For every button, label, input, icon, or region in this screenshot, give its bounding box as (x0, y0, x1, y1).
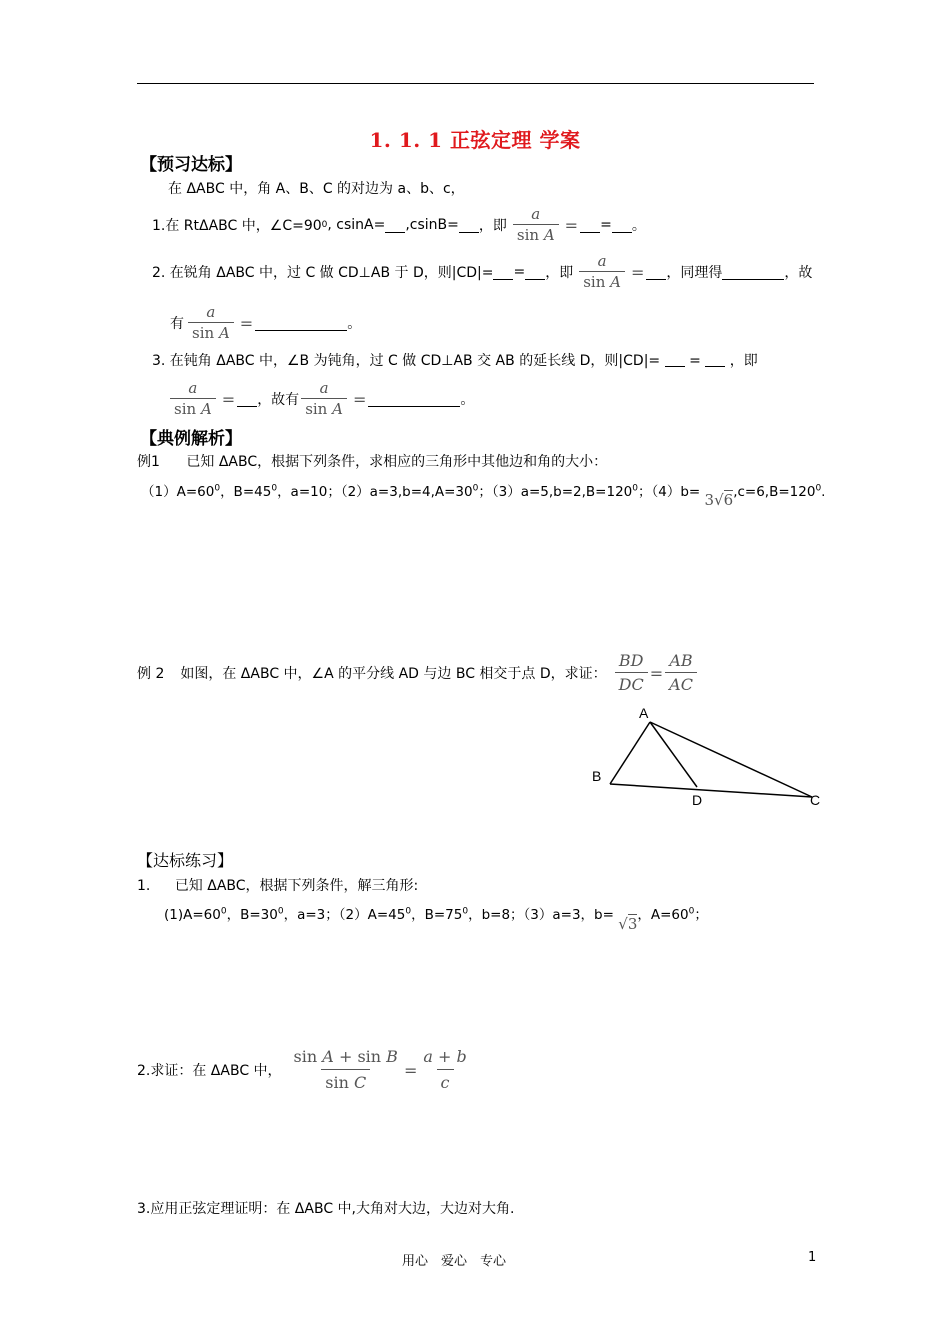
side-ac (650, 722, 812, 797)
ex2-fraction-left (615, 651, 648, 695)
q3-den-var: A (200, 400, 212, 418)
preview-q2 (152, 252, 812, 292)
q2-den2-var: A (218, 324, 230, 342)
q1-text-mid: ,csinB= (405, 217, 459, 233)
ex1-radical: 3√6 (704, 491, 734, 509)
ex1-deg-4: 0 (632, 483, 638, 494)
q3-equals-2: = (352, 389, 367, 409)
p1-c3: ，a=3；（2）A=45 (283, 907, 406, 923)
practice-1 (137, 875, 418, 895)
p1-deg-5: 0 (688, 906, 695, 917)
vertex-label-d: D (692, 792, 703, 808)
q2-tail: ，即 (545, 265, 574, 281)
q1-blank-2[interactable] (459, 218, 479, 233)
p1-c1: (1)A=60 (164, 907, 221, 923)
ex2-n1: BD (618, 651, 644, 670)
q2-blank-4[interactable] (722, 265, 784, 280)
preview-intro: 在 ΔABC 中，角 A、B、C 的对边为 a、b、c， (168, 181, 465, 197)
ex1-cond-2: ，B=45 (220, 484, 272, 500)
p2-d-v: C (353, 1073, 367, 1092)
q2-blank-3[interactable] (646, 265, 666, 280)
p1-deg-2: 0 (277, 906, 284, 917)
q2-den-var: A (610, 273, 621, 291)
q1-blank-3[interactable] (580, 218, 600, 233)
ex1-cond-5: ；（4）b= (638, 484, 701, 500)
q2-then-end: ，故 (784, 265, 813, 281)
q1-blank-4[interactable] (612, 218, 632, 233)
page-number: 1 (808, 1250, 817, 1265)
q3-den-fn: sin (174, 400, 197, 418)
q3-so: ，故有 (257, 392, 300, 408)
q3-end: 。 (460, 392, 475, 408)
p1-deg-1: 0 (220, 906, 227, 917)
ex1-deg-5: 0 (815, 483, 822, 494)
vertex-label-a: A (639, 705, 649, 721)
q3-sep: = (689, 353, 701, 369)
q1-text-post: , csinA= (327, 217, 386, 233)
ex2-equals: = (649, 663, 664, 683)
q2-fraction-2 (188, 304, 234, 342)
q2-end: 。 (347, 316, 362, 332)
p2-n-fn2: sin (357, 1047, 382, 1066)
q3-fraction-2 (301, 380, 347, 418)
q3-blank-3[interactable] (237, 392, 257, 407)
p2-rn: a + b (423, 1047, 467, 1066)
p2-d-fn: sin (325, 1073, 349, 1092)
ex2-text: 如图，在 ΔABC 中，∠A 的平分线 AD 与边 BC 相交于点 D，求证： (180, 666, 607, 682)
q1-deg: 0 (321, 220, 328, 230)
q2-frac-den (579, 271, 625, 291)
p2-n-fn1: sin (293, 1047, 318, 1066)
q1-text-pre: 1.在 RtΔABC 中，∠C=90 (152, 218, 322, 234)
p1-deg-4: 0 (462, 906, 469, 917)
p1-c7: ； (694, 907, 708, 923)
q2-sep: = (513, 264, 526, 280)
p2-text: 2.求证：在 ΔABC 中， (137, 1063, 282, 1079)
ex1-deg-3: 0 (472, 483, 479, 494)
practice-3: 3.应用正弦定理证明：在 ΔABC 中,大角对大边，大边对大角. (137, 1201, 515, 1217)
preview-q3 (152, 350, 758, 370)
ex1-cond-end: . (821, 484, 826, 500)
q2-equals-2: = (239, 313, 254, 333)
ex1-text: 已知 ΔABC，根据下列条件，求相应的三角形中其他边和角的大小： (186, 454, 608, 470)
side-bc (610, 784, 812, 797)
ex2-d1: DC (615, 672, 648, 695)
q1-sep: = (600, 217, 612, 233)
q2-frac-num: a (597, 252, 607, 270)
example-2 (137, 650, 697, 696)
q3-fraction (170, 380, 216, 418)
section-examples-heading: 【典例解析】 (140, 429, 242, 449)
q3-frac2-den (301, 398, 347, 418)
q2-equals: = (630, 262, 645, 282)
p2-frac-den (321, 1069, 370, 1094)
practice-2 (137, 1045, 471, 1095)
q2-frac2-den (188, 322, 234, 342)
p1-text: 已知 ΔABC，根据下列条件，解三角形: (174, 878, 419, 894)
ex1-rad: 6 (723, 491, 734, 509)
q3-equals: = (221, 389, 236, 409)
example-1 (137, 451, 607, 471)
p1-c2: ，B=30 (226, 907, 278, 923)
q2-have: 有 (170, 316, 184, 332)
q3-den2-fn: sin (305, 400, 328, 418)
ex2-n2: AB (669, 651, 693, 670)
section-preview-heading: 【预习达标】 (140, 155, 242, 175)
q2-blank-1[interactable] (493, 265, 513, 280)
q1-den-fn: sin (516, 226, 540, 244)
q3-blank-4[interactable] (368, 392, 460, 407)
bisector-ad (650, 722, 697, 787)
p1-rad: 3 (627, 915, 638, 933)
ex1-deg-2: 0 (271, 483, 278, 494)
p2-frac-num (290, 1046, 402, 1069)
q3-frac2-num: a (319, 379, 329, 397)
header-rule (137, 83, 814, 84)
ex2-label: 例 2 (137, 666, 165, 682)
ex1-cond-1: （1）A=60 (141, 484, 215, 500)
q2-text: 2. 在锐角 ΔABC 中，过 C 做 CD⊥AB 于 D，则|CD|= (152, 265, 494, 281)
vertex-label-b: B (592, 768, 602, 784)
q3-blank-2[interactable] (705, 352, 725, 367)
p2-n-v2: B (386, 1047, 398, 1066)
q2-blank-5[interactable] (255, 316, 347, 331)
ex2-fraction-right (665, 651, 697, 695)
p1-c6: ，A=60 (637, 907, 689, 923)
q1-fraction (513, 206, 559, 244)
vertex-label-c: C (810, 792, 821, 808)
p2-rd: c (437, 1069, 454, 1094)
triangle-figure (585, 700, 835, 815)
ex2-d2: AC (665, 672, 697, 695)
q2-then: ，同理得 (666, 265, 723, 281)
section-practice-heading: 【达标练习】 (137, 851, 234, 870)
q1-blank-1[interactable] (385, 218, 405, 233)
q2-den-fn: sin (583, 273, 606, 291)
q3-frac-num: a (188, 379, 198, 397)
p1-deg-3: 0 (405, 906, 412, 917)
q1-end: 。 (631, 218, 646, 234)
p2-fraction-left (290, 1046, 402, 1094)
ex1-cond-3: ，a=10；（2）a=3,b=4,A=30 (277, 484, 473, 500)
q1-den-var: A (543, 226, 555, 244)
q2-fraction (579, 253, 625, 291)
footer-motto: 用心 爱心 专心 (402, 1254, 507, 1269)
ex1-cond-4: ；（3）a=5,b=2,B=120 (478, 484, 633, 500)
q1-frac-den (513, 224, 559, 244)
q3-frac-den (170, 398, 216, 418)
p1-num: 1. (137, 878, 151, 894)
p2-plus: + (338, 1047, 353, 1066)
ex1-label: 例1 (137, 454, 160, 470)
p1-c4: ，B=75 (411, 907, 463, 923)
preview-q3-cont (170, 379, 474, 419)
preview-q2-cont (170, 303, 361, 343)
p2-n-v1: A (322, 1047, 334, 1066)
example-1-conditions (141, 480, 826, 509)
ex1-cond-6: ,c=6,B=120 (733, 484, 816, 500)
p2-equals: = (403, 1060, 418, 1080)
q2-blank-2[interactable] (525, 265, 545, 280)
practice-1-conditions (164, 903, 708, 933)
q3-blank-1[interactable] (665, 352, 685, 367)
q1-frac-num: a (531, 205, 541, 223)
page-title: 1. 1. 1 正弦定理 学案 (369, 128, 581, 152)
ex1-deg-1: 0 (214, 483, 221, 494)
side-ab (610, 722, 650, 784)
q3-text: 3. 在钝角 ΔABC 中，∠B 为钝角，过 C 做 CD⊥AB 交 AB 的延长线 D，则|CD|= (152, 353, 661, 369)
q1-text-tail: ，即 (478, 218, 507, 234)
q2-den2-fn: sin (192, 324, 215, 342)
ex1-coef: 3 (704, 491, 715, 509)
q2-frac2-num: a (206, 303, 216, 321)
q1-equals: = (564, 215, 579, 235)
preview-q1 (152, 205, 646, 245)
p1-radical: √3 (618, 915, 638, 933)
p2-fraction-right (419, 1046, 470, 1094)
p1-c5: ，b=8；（3）a=3，b= (468, 907, 614, 923)
q3-tail: ，即 (729, 353, 758, 369)
q3-den2-var: A (332, 400, 343, 418)
